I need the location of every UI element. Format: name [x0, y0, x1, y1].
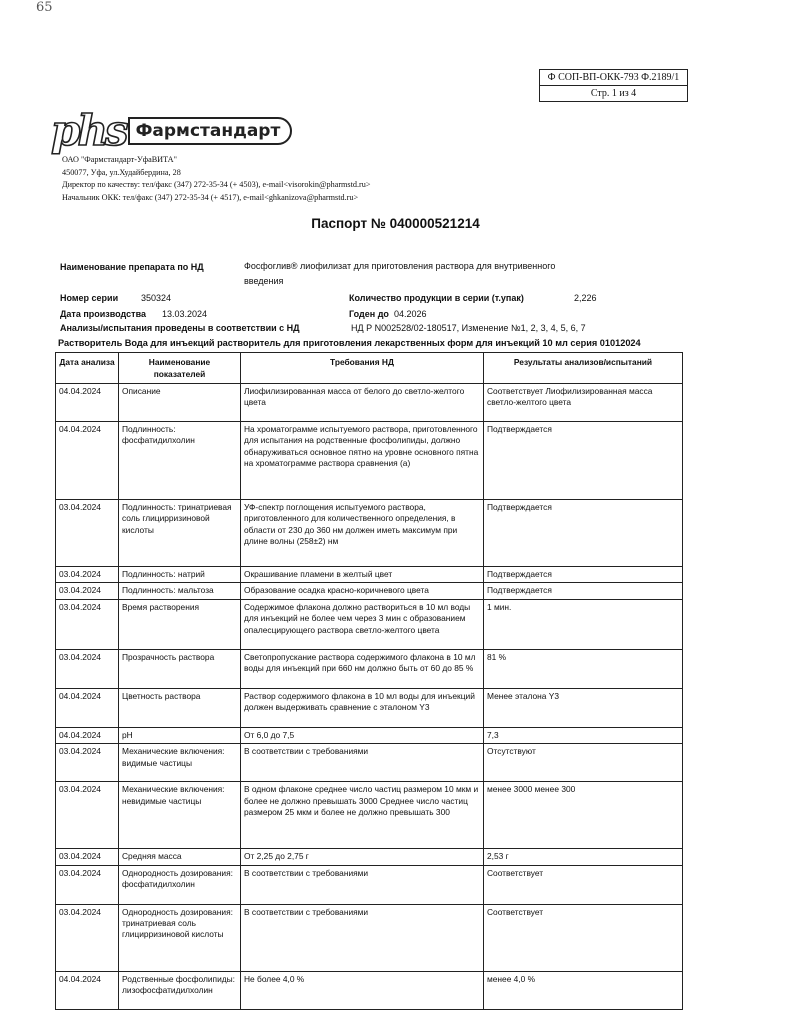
company-name: ОАО "Фармстандарт-УфаВИТА"	[62, 155, 177, 164]
cell-result: 81 %	[484, 649, 683, 688]
cell-result: Подтверждается	[484, 567, 683, 583]
cell-result: менее 4,0 %	[484, 971, 683, 1009]
company-info	[62, 154, 370, 204]
table-row	[56, 727, 683, 743]
cell-requirement: От 2,25 до 2,75 г	[241, 849, 484, 865]
drug-name-line-1: Фосфоглив® лиофилизат для приготовления раствора для внутривенного	[244, 261, 556, 271]
cell-indicator: Средняя масса	[119, 849, 241, 865]
logo-mark: phs	[51, 106, 126, 155]
cell-date: 04.04.2024	[56, 688, 119, 727]
series-value: 350324	[141, 293, 172, 303]
page-number: Стр. 1 из 4	[540, 85, 687, 101]
cell-requirement: Лиофилизированная масса от белого до светло-желтого цвета	[241, 384, 484, 422]
table-row	[56, 599, 683, 649]
cell-date: 03.04.2024	[56, 583, 119, 599]
drug-name-value	[244, 259, 555, 289]
cell-requirement: УФ-спектр поглощения испытуемого раствора, приготовленного для количественного определения, в области от 230 до 360 нм должен иметь максимум при длине волны (258±2) нм	[241, 500, 484, 567]
table-row	[56, 500, 683, 567]
table-row	[56, 649, 683, 688]
series-label: Номер серии	[60, 293, 119, 303]
cell-indicator: Родственные фосфолипиды: лизофосфатидилхолин	[119, 971, 241, 1009]
expiry-label: Годен до	[349, 309, 389, 319]
quantity-value: 2,226	[574, 293, 597, 303]
cell-result: Подтверждается	[484, 422, 683, 500]
header-indicator: Наименование показателей	[119, 353, 241, 384]
cell-result: Менее эталона Y3	[484, 688, 683, 727]
cell-requirement: В соответствии с требованиями	[241, 904, 484, 971]
document-code: Ф СОП-ВП-ОКК-793 Ф.2189/1	[547, 72, 680, 83]
cell-result: 2,53 г	[484, 849, 683, 865]
cell-indicator: Подлинность: натрий	[119, 567, 241, 583]
table-row	[56, 744, 683, 782]
cell-date: 03.04.2024	[56, 649, 119, 688]
passport-title: Паспорт № 040000521214	[311, 216, 480, 231]
table-row	[56, 422, 683, 500]
analyses-value: НД Р N002528/02-180517, Изменение №1, 2, 3, 4, 5, 6, 7	[351, 323, 586, 333]
table-row	[56, 688, 683, 727]
cell-date: 03.04.2024	[56, 500, 119, 567]
cell-indicator: Подлинность: мальтоза	[119, 583, 241, 599]
header-requirement: Требования НД	[241, 353, 484, 384]
cell-date: 03.04.2024	[56, 567, 119, 583]
quantity-label: Количество продукции в серии (т.упак)	[349, 293, 524, 303]
cell-indicator: Механические включения: невидимые частицы	[119, 782, 241, 849]
analyses-label: Анализы/испытания проведены в соответствии с НД	[60, 323, 300, 333]
table-row	[56, 849, 683, 865]
cell-result: Соответствует Лиофилизированная масса светло-желтого цвета	[484, 384, 683, 422]
cell-indicator: Цветность раствора	[119, 688, 241, 727]
drug-name-line-2: введения	[244, 276, 284, 286]
cell-indicator: Подлинность: фосфатидилхолин	[119, 422, 241, 500]
cell-date: 03.04.2024	[56, 849, 119, 865]
header-result: Результаты анализов/испытаний	[484, 353, 683, 384]
table-header-row	[56, 353, 683, 384]
cell-date: 03.04.2024	[56, 599, 119, 649]
cell-requirement: Не более 4,0 %	[241, 971, 484, 1009]
cell-date: 03.04.2024	[56, 782, 119, 849]
cell-indicator: Однородность дозирования: тринатриевая соль глицирризиновой кислоты	[119, 904, 241, 971]
document-code-box	[539, 69, 688, 102]
cell-date: 03.04.2024	[56, 744, 119, 782]
company-address: 450077, Уфа, ул.Худайбердина, 28	[62, 167, 181, 177]
results-table	[55, 352, 683, 1010]
cell-date: 03.04.2024	[56, 865, 119, 904]
cell-indicator: Описание	[119, 384, 241, 422]
cell-date: 03.04.2024	[56, 904, 119, 971]
cell-requirement: Содержимое флакона должно раствориться в 10 мл воды для инъекций не более чем через 3 мин с образованием опалесцирующего раствора светло-желтого цвета	[241, 599, 484, 649]
table-row	[56, 865, 683, 904]
cell-requirement: На хроматограмме испытуемого раствора, приготовленного для испытания на родственные фосфолипиды, должно обнаруживаться основное пятно на уровне основного пятна на хроматограмме раствора сравнения (а)	[241, 422, 484, 500]
cell-requirement: В соответствии с требованиями	[241, 744, 484, 782]
cell-date: 04.04.2024	[56, 971, 119, 1009]
cell-indicator: Время растворения	[119, 599, 241, 649]
drug-name-label: Наименование препарата по НД	[60, 262, 204, 272]
solvent-line: Растворитель Вода для инъекций растворитель для приготовления лекарственных форм для инъекций 10 мл серия 01012024	[58, 338, 641, 348]
cell-indicator: Подлинность: тринатриевая соль глицирризиновой кислоты	[119, 500, 241, 567]
cell-result: менее 3000 менее 300	[484, 782, 683, 849]
handwritten-mark: 65	[36, 0, 53, 15]
cell-result: 7,3	[484, 727, 683, 743]
cell-date: 04.04.2024	[56, 727, 119, 743]
cell-result: 1 мин.	[484, 599, 683, 649]
table-row	[56, 904, 683, 971]
cell-indicator: pH	[119, 727, 241, 743]
quality-director-contact: Директор по качеству: тел/факс (347) 272-35-34 (+ 4503), e-mail<visorokin@pharmstd.ru>	[62, 180, 371, 189]
cell-requirement: В одном флаконе среднее число частиц размером 10 мкм и более не должно превышать 3000 Среднее число частиц размером 25 мкм и более не должно превышать 300	[241, 782, 484, 849]
header-date: Дата анализа	[56, 353, 119, 384]
logo-name: Фармстандарт	[128, 117, 293, 145]
cell-indicator: Однородность дозирования: фосфатидилхолин	[119, 865, 241, 904]
cell-requirement: Светопропускание раствора содержимого флакона в 10 мл воды для инъекций при 660 нм должно быть от 60 до 85 %	[241, 649, 484, 688]
cell-indicator: Прозрачность раствора	[119, 649, 241, 688]
table-row	[56, 971, 683, 1009]
cell-requirement: От 6,0 до 7,5	[241, 727, 484, 743]
cell-date: 04.04.2024	[56, 422, 119, 500]
company-logo	[51, 106, 292, 156]
cell-indicator: Механические включения: видимые частицы	[119, 744, 241, 782]
cell-requirement: Окрашивание пламени в желтый цвет	[241, 567, 484, 583]
cell-requirement: Раствор содержимого флакона в 10 мл воды для инъекций должен выдерживать сравнение с эталоном Y3	[241, 688, 484, 727]
cell-result: Подтверждается	[484, 500, 683, 567]
table-row	[56, 782, 683, 849]
production-date-value: 13.03.2024	[162, 309, 208, 319]
cell-result: Соответствует	[484, 904, 683, 971]
production-date-label: Дата производства	[60, 309, 146, 319]
cell-result: Соответствует	[484, 865, 683, 904]
table-row	[56, 583, 683, 599]
cell-result: Подтверждается	[484, 583, 683, 599]
table-row	[56, 384, 683, 422]
cell-date: 04.04.2024	[56, 384, 119, 422]
table-row	[56, 567, 683, 583]
okk-head-contact: Начальник ОКК: тел/факс (347) 272-35-34 (+ 4517), e-mail<ghkanizova@pharmstd.ru>	[62, 192, 359, 202]
cell-result: Отсутствуют	[484, 744, 683, 782]
cell-requirement: В соответствии с требованиями	[241, 865, 484, 904]
cell-requirement: Образование осадка красно-коричневого цвета	[241, 583, 484, 599]
expiry-value: 04.2026	[394, 309, 427, 319]
